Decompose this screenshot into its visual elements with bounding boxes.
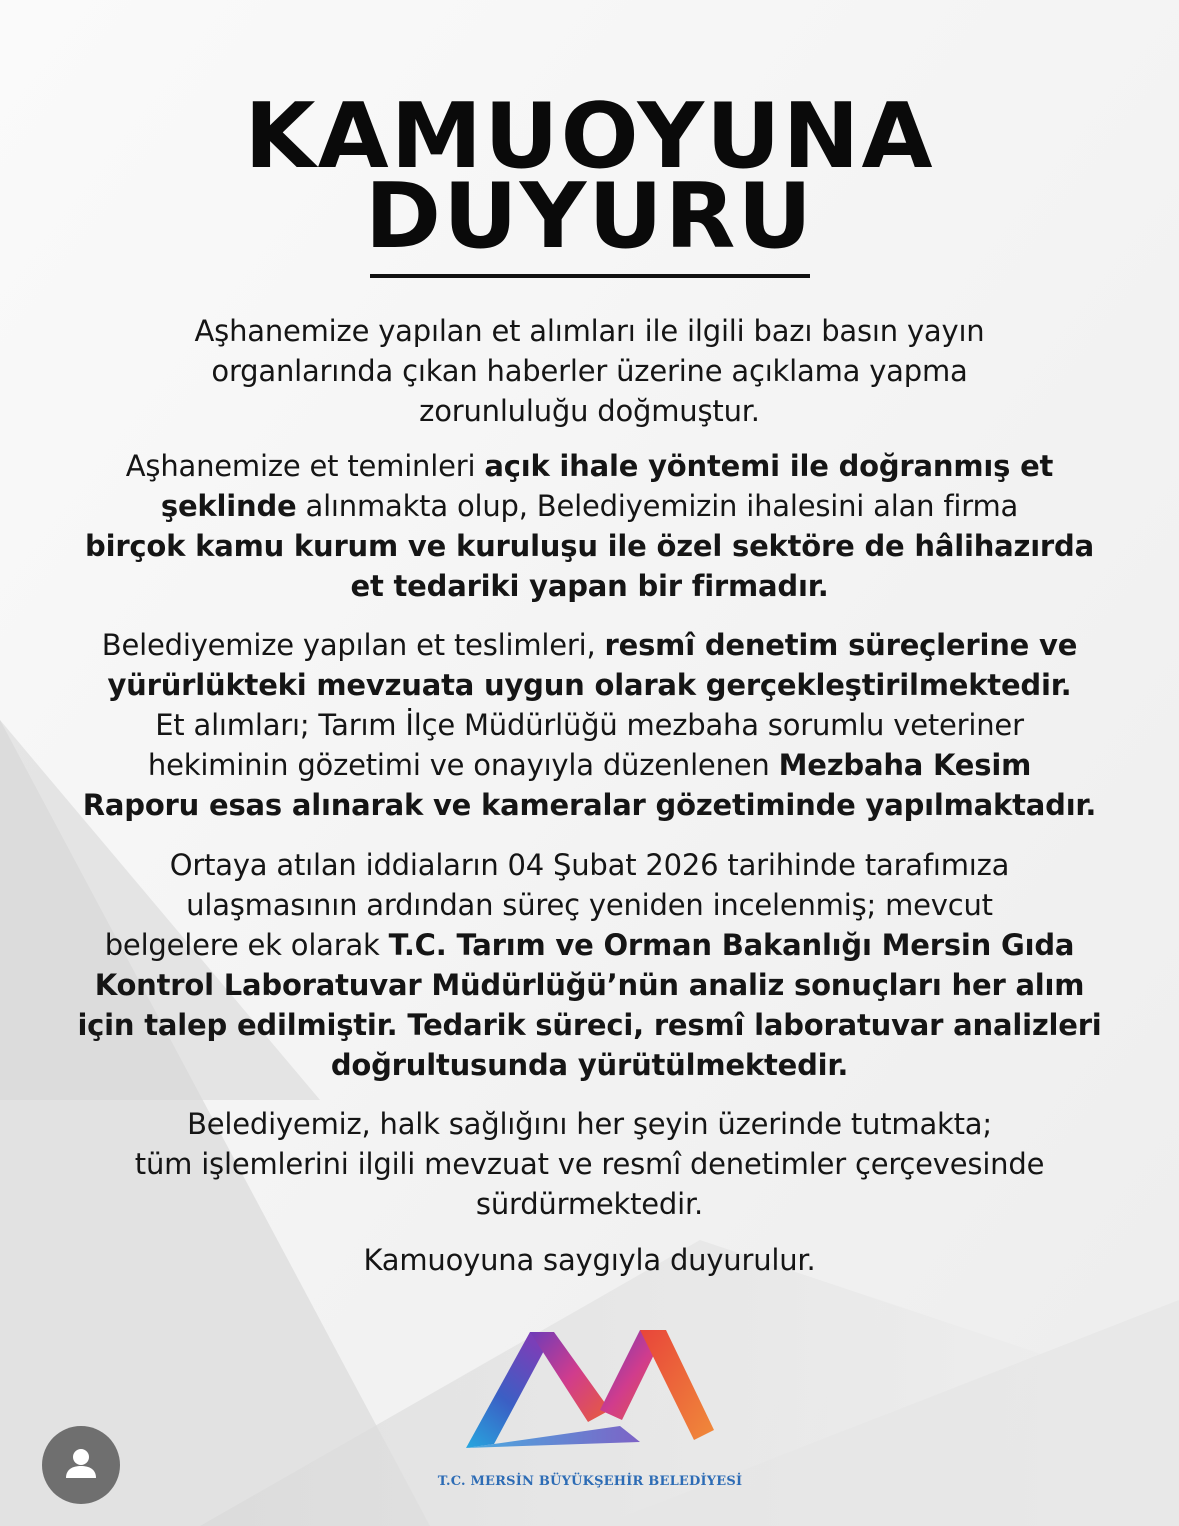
paragraph-line xyxy=(30,1045,1149,1085)
paragraph-line xyxy=(30,845,1149,885)
paragraph-line xyxy=(30,625,1149,665)
paragraph-5 xyxy=(30,1104,1149,1224)
text-run: hekiminin gözetimi ve onayıyla düzenlenen xyxy=(147,748,779,782)
paragraph-line xyxy=(30,391,1149,431)
paragraph-line xyxy=(30,785,1149,825)
bold-text: Raporu esas alınarak ve kameralar gözetiminde yapılmaktadır. xyxy=(82,788,1097,822)
paragraph-line xyxy=(30,965,1149,1005)
text-run: zorunluluğu doğmuştur. xyxy=(419,394,760,428)
paragraph-line xyxy=(30,665,1149,705)
paragraph-line xyxy=(30,486,1149,526)
bold-text: birçok kamu kurum ve kuruluşu ile özel sektöre de hâlihazırda xyxy=(85,529,1094,563)
bold-text: T.C. Tarım ve Orman Bakanlığı Mersin Gıda xyxy=(388,928,1075,962)
text-run: Belediyemize yapılan et teslimleri, xyxy=(101,628,605,662)
bold-text: için talep edilmiştir. Tedarik süreci, resmî laboratuvar analizleri xyxy=(77,1008,1102,1042)
paragraph-line xyxy=(30,526,1149,566)
paragraph-line xyxy=(30,925,1149,965)
paragraph-2 xyxy=(30,446,1149,606)
paragraph-line xyxy=(30,566,1149,606)
bold-text: et tedariki yapan bir firmadır. xyxy=(350,569,829,603)
heading-line-2: DUYURU xyxy=(364,164,815,269)
paragraph-line xyxy=(30,311,1149,351)
avatar[interactable] xyxy=(42,1426,120,1504)
paragraph-line xyxy=(30,351,1149,391)
text-run: organlarında çıkan haberler üzerine açıklama yapma xyxy=(211,354,968,388)
text-run: tüm işlemlerini ilgili mevzuat ve resmî denetimler çerçevesinde xyxy=(134,1147,1045,1181)
bold-text: resmî denetim süreçlerine ve xyxy=(604,628,1078,662)
text-run: Kamuoyuna saygıyla duyurulur. xyxy=(363,1243,816,1277)
paragraph-line xyxy=(30,1144,1149,1184)
heading-underline xyxy=(370,274,810,278)
bold-text: Mezbaha Kesim xyxy=(778,748,1032,782)
paragraph-line xyxy=(30,1005,1149,1045)
paragraph-line xyxy=(30,745,1149,785)
heading-line-1: KAMUOYUNA xyxy=(244,84,935,189)
paragraph-line xyxy=(30,1184,1149,1224)
bold-text: doğrultusunda yürütülmektedir. xyxy=(330,1048,849,1082)
text-run: alınmakta olup, Belediyemizin ihalesini alan firma xyxy=(296,489,1019,523)
paragraph-line xyxy=(30,705,1149,745)
text-run: sürdürmektedir. xyxy=(475,1187,704,1221)
paragraph-4 xyxy=(30,845,1149,1085)
paragraph-1 xyxy=(30,311,1149,431)
mersin-m-logo-icon xyxy=(460,1318,720,1458)
bold-text: açık ihale yöntemi ile doğranmış et xyxy=(484,449,1054,483)
text-run: Aşhanemize yapılan et alımları ile ilgili bazı basın yayın xyxy=(194,314,985,348)
bold-text: Kontrol Laboratuvar Müdürlüğü’nün analiz sonuçları her alım xyxy=(94,968,1085,1002)
text-run: Belediyemiz, halk sağlığını her şeyin üzerinde tutmakta; xyxy=(187,1107,992,1141)
text-run: belgelere ek olarak xyxy=(104,928,389,962)
bold-text: şeklinde xyxy=(160,489,297,523)
paragraph-line xyxy=(30,446,1149,486)
paragraph-line xyxy=(30,1240,1149,1280)
paragraph-line xyxy=(30,1104,1149,1144)
text-run: Et alımları; Tarım İlçe Müdürlüğü mezbaha sorumlu veteriner xyxy=(155,708,1024,742)
paragraph-line xyxy=(30,885,1149,925)
text-run: Ortaya atılan iddiaların 04 Şubat 2026 tarihinde tarafımıza xyxy=(169,848,1010,882)
bold-text: yürürlükteki mevzuata uygun olarak gerçekleştirilmektedir. xyxy=(107,668,1072,702)
logo-caption: T.C. MERSİN BÜYÜKŞEHİR BELEDİYESİ xyxy=(437,1474,743,1489)
text-run: ulaşmasının ardından süreç yeniden incelenmiş; mevcut xyxy=(186,888,993,922)
closing-line xyxy=(30,1240,1149,1280)
user-icon xyxy=(42,1426,120,1504)
text-run: Aşhanemize et teminleri xyxy=(125,449,485,483)
paragraph-3 xyxy=(30,625,1149,825)
